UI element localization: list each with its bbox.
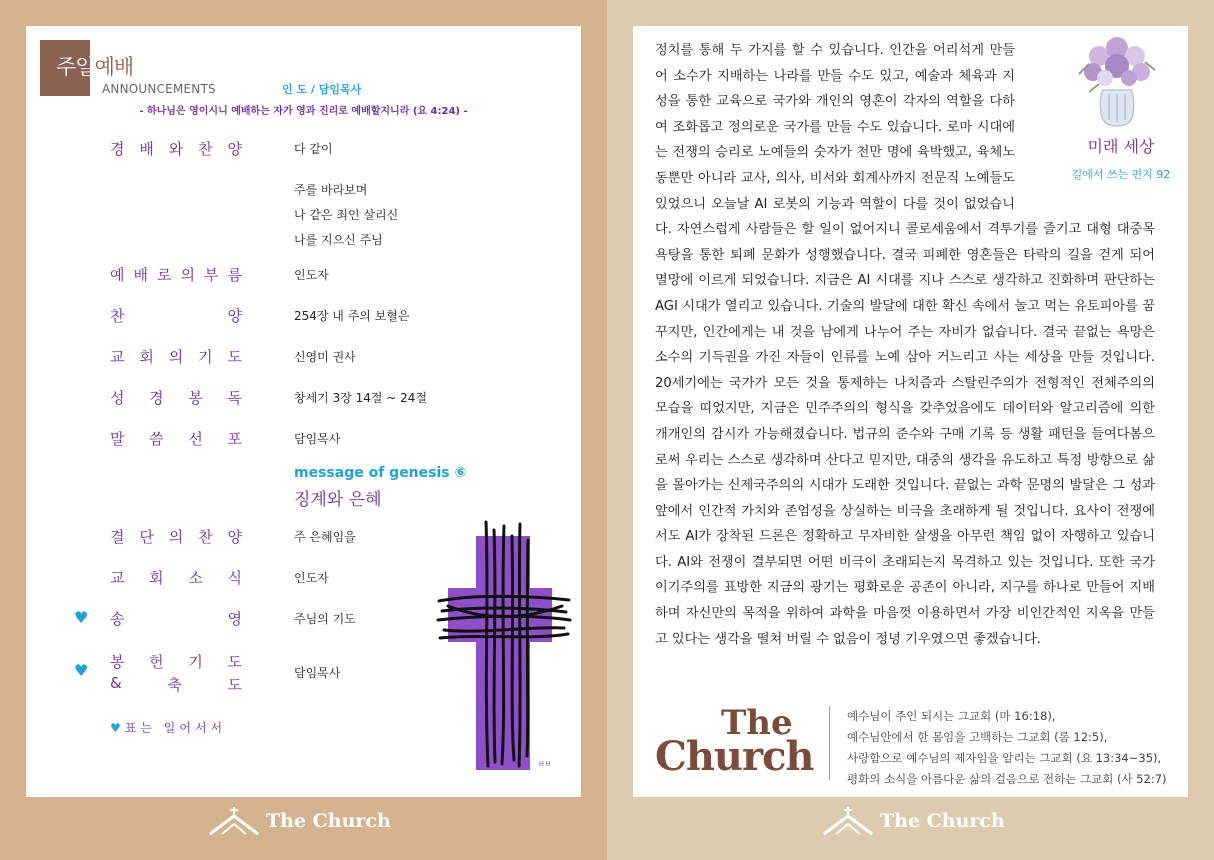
label-char: &	[110, 674, 122, 692]
order-item	[26, 305, 581, 329]
label-char: 결	[110, 528, 125, 546]
flower-vase-illustration	[1069, 34, 1165, 130]
order-label	[110, 567, 242, 587]
scripture-verse: - 하나님은 영이시니 예배하는 자가 영과 진리로 예배할지니라 (요 4:24) -	[139, 106, 468, 117]
label-char: 포	[227, 430, 242, 448]
order-item	[26, 138, 581, 162]
label-char: 독	[227, 389, 242, 407]
order-value: 254장 내 주의 보혈은	[294, 309, 410, 323]
church-vision-line: 사랑함으로 예수님의 제자임을 알리는 그교회 (요 13:34~35),	[847, 751, 1162, 765]
hymn-line: 나를 지으신 주님	[294, 233, 383, 247]
standing-note: ♥ 표는 일어서서	[110, 721, 227, 735]
label-char: 말	[110, 430, 125, 448]
order-value: 담임목사	[294, 666, 341, 680]
order-value: 주 은혜임을	[294, 530, 356, 544]
church-icon	[208, 806, 260, 836]
order-item	[26, 346, 581, 370]
label-char: 경	[110, 140, 125, 158]
the-church-logo: The Church	[655, 703, 814, 780]
label-char: 와	[168, 140, 184, 158]
label-char: 양	[227, 140, 242, 158]
label-char: 교	[110, 569, 125, 587]
heart-icon: ♥	[74, 608, 89, 627]
label-char: 로	[157, 266, 172, 284]
label-char: 양	[227, 307, 242, 325]
label-char: 회	[149, 569, 164, 587]
order-label-line	[110, 674, 242, 695]
label-char: 부	[204, 266, 219, 284]
order-value: 다 같이	[294, 142, 333, 156]
page-subtitle: ANNOUNCEMENTS	[102, 82, 216, 96]
worship-leader: 인 도 / 담임목사	[282, 83, 362, 96]
footer-logo-left: The Church	[208, 806, 391, 836]
order-item	[26, 387, 581, 411]
page-title: 주일예배	[56, 55, 134, 79]
label-char: 회	[139, 348, 154, 366]
order-value: 인도자	[294, 268, 329, 282]
label-char: 의	[168, 528, 184, 546]
label-char: 경	[149, 389, 164, 407]
label-char: 찬	[198, 140, 213, 158]
label-char: 봉	[188, 389, 203, 407]
label-char: 도	[227, 348, 242, 366]
order-label	[110, 387, 242, 407]
label-char: 배	[139, 140, 154, 158]
order-item	[26, 428, 581, 452]
church-vision-line: 예수님안에서 한 몸임을 고백하는 그교회 (롬 12:5),	[847, 730, 1108, 744]
order-value: 주님의 기도	[294, 612, 356, 626]
hymn-line: 주를 바라보며	[294, 183, 368, 197]
label-char: 헌	[149, 653, 164, 671]
order-label	[110, 608, 242, 628]
label-char: 예	[110, 266, 125, 284]
label-char: 식	[227, 569, 242, 587]
label-char: 교	[110, 348, 125, 366]
order-label	[110, 651, 242, 695]
hymn-list	[294, 178, 398, 253]
hymn-line: 나 같은 죄인 살리신	[294, 208, 399, 222]
order-label	[110, 138, 242, 158]
label-char: 단	[139, 528, 154, 546]
church-vision-line: 평화의 소식을 아름다운 삶의 걸음으로 전하는 그교회 (사 52:7)	[847, 772, 1167, 786]
label-char: 의	[168, 348, 184, 366]
essay-paragraph: 정치를 통해 두 가지를 할 수 있습니다. 인간을 어리석게 만들어 소수가 지배하는 나라를 만들 수도 있고, 예술과 체육과 지성을 통한 교육으로 국가와 개인의 영혼이 각자의 역할을 다하여 조화롭고 정의로운 국가를 만들 수도 있습니다. 로마 시대에는 전쟁의 승리로 노예들의 숫자가 천만 명에 육박했고, 육체노동뿐만 아니라 교사, 의사, 비서와 회계사까지 전문직 노예들도 있었으니 오늘날 AI 로봇의 기능과 역할이 다를 것이 없었습니다. 자연스럽게 사람들은 할 일이 없어지니 콜로세움에서 격투기를 즐기고 대형 대중목욕탕을 통한 퇴폐 문화가 성행했습니다. 결국 피폐한 영혼들은 타락의 길을 걷게 되어 멸망에 이르게 되었습니다. 지금은 AI 시대를 지나 스스로 생각하고 진화하며 판단하는 AGI 시대가 열리고 있습니다. 기술의 발달에 대한 확신 속에서 놀고 먹는 유토피아를 꿈꾸지만, 인간에게는 내 것을 남에게 나누어 주는 자비가 없습니다. 결국 끝없는 욕망은 소수의 기득권을 가진 자들이 인류를 노예 삼아 거느리고 사는 세상을 만들 것입니다. 20세기에는 국가가 모든 것을 통제하는 나치즘과 스탈린주의가 전형적인 전체주의의 모습을 띠었지만, 지금은 민주주의의 형식을 갖추었음에도 데이터와 알고리즘에 의한 개개인의 감시가 가능해졌습니다. 법규의 준수와 구매 기록 등 생활 패턴을 들여다봄으로써 우리는 스스로 생각하며 산다고 믿지만, 대중의 생각을 유도하고 특정 방향으로 삶을 몰아가는 신제국주의의 시대가 도래한 것입니다. 끝없는 과학 문명의 발달은 그 성과 앞에서 인간적 가치와 존엄성을 상실하는 비극을 초래하게 될 것입니다. 요사이 전쟁에서도 AI가 장착된 드론은 정확하고 무자비한 살생을 아무런 책임 없이 자행하고 있습니다. AI와 전쟁이 결부되면 어떤 비극이 초래되는지 목격하고 있는 것입니다. 또한 국가 이기주의를 표방한 지금의 광기는 평화로운 공존이 아니라, 지구를 하나로 만들어 지배하며 자신만의 목적을 위하여 과학을 마음껏 이용하면서 가장 비인간적인 지옥을 만들고 있다는 생각을 떨쳐 버릴 수 없음이 정녕 기우였으면 좋겠습니다.	[655, 43, 1155, 647]
order-item	[26, 264, 581, 288]
label-char: 송	[110, 610, 125, 628]
label-char: 선	[188, 430, 203, 448]
logo-divider	[829, 706, 830, 780]
label-char: 씀	[149, 430, 164, 448]
church-vision-line: 예수님이 주인 되시는 그교회 (마 16:18),	[847, 709, 1056, 723]
label-char: 영	[227, 610, 242, 628]
order-label	[110, 264, 242, 284]
label-char: 도	[227, 676, 242, 694]
column-subtitle: 길에서 쓰는 편지 92	[1071, 168, 1171, 181]
label-char: 의	[180, 266, 195, 284]
sermon-series: message of genesis ⑥	[294, 465, 467, 481]
order-value: 담임목사	[294, 432, 341, 446]
label-char: 성	[110, 389, 125, 407]
order-value: 신영미 권사	[294, 350, 356, 364]
church-icon	[822, 806, 874, 836]
order-label	[110, 428, 242, 448]
column-title: 미래 세상	[1087, 137, 1155, 156]
bulletin-right-page	[633, 26, 1188, 797]
order-value: 창세기 3장 14절 ~ 24절	[294, 391, 428, 405]
essay-body	[655, 38, 1155, 652]
label-char: 봉	[110, 653, 125, 671]
label-char: 기	[198, 348, 213, 366]
label-char: 배	[133, 266, 148, 284]
sermon-title: 징계와 은혜	[294, 490, 382, 510]
label-char: 소	[188, 569, 203, 587]
cross-signature: ㅂㅂ	[538, 760, 552, 768]
heart-icon: ♥	[110, 721, 121, 735]
heart-icon: ♥	[74, 661, 89, 680]
label-char: 름	[227, 266, 242, 284]
footer-logo-right: The Church	[822, 806, 1005, 836]
order-label	[110, 346, 242, 366]
label-char: 양	[227, 528, 242, 546]
order-label	[110, 305, 242, 325]
label-char: 찬	[110, 307, 125, 325]
cross-illustration	[434, 516, 574, 772]
label-char: 축	[167, 676, 182, 694]
label-char: 기	[188, 653, 203, 671]
label-char: 도	[227, 653, 242, 671]
church-vision-list	[847, 706, 1167, 790]
order-label	[110, 526, 242, 546]
order-label-line	[110, 651, 242, 672]
label-char: 찬	[198, 528, 213, 546]
bulletin-left-page	[26, 26, 581, 797]
order-value: 인도자	[294, 571, 329, 585]
